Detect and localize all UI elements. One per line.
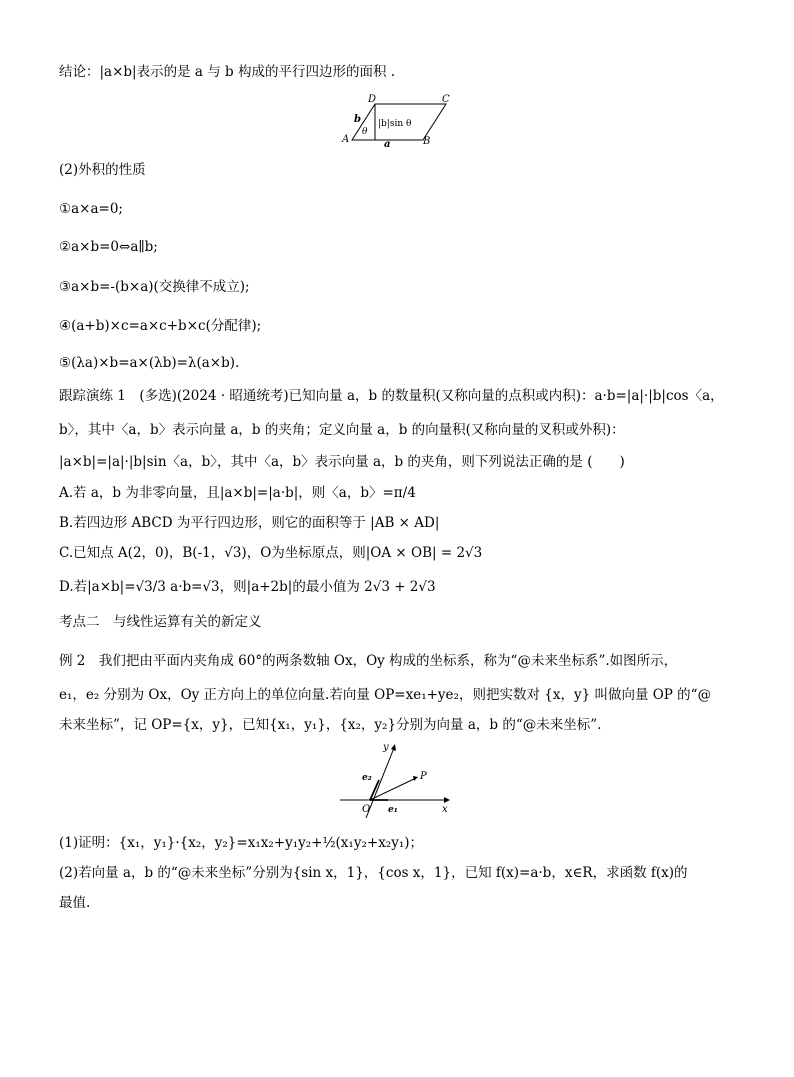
label-e2: e₂ (362, 773, 372, 783)
section2-title: (2)外积的性质 (59, 162, 146, 178)
option-c: C.已知点 A(2，0)，B(-1，√3)，O为坐标原点，则|OA × OB| = 2√3 (59, 545, 483, 561)
label-height: |b|sin θ (378, 119, 412, 129)
parallelogram-figure (338, 92, 458, 150)
option-a: A.若 a，b 为非零向量，且|a×b|=|a·b|，则〈a，b〉=π/4 (59, 485, 416, 501)
option-b: B.若四边形 ABCD 为平行四边形，则它的面积等于 |AB × AD| (59, 515, 440, 531)
question-2-line-2: 最值. (59, 895, 91, 911)
label-B: B (423, 136, 431, 147)
label-O: O (362, 804, 371, 815)
property-2: ②a×b=0⇔a∥b; (59, 239, 158, 255)
property-1: ①a×a=0; (59, 201, 123, 217)
label-theta: θ (362, 127, 368, 137)
option-d: D.若|a×b|=√3/3 a·b=√3，则|a+2b|的最小值为 2√3 + 2√3 (59, 579, 436, 595)
label-e1: e₁ (388, 805, 398, 815)
practice-line-1: 跟踪演练 1 (多选)(2024 · 昭通统考)已知向量 a，b 的数量积(又称向量的点积或内积)：a·b=|a|·|b|cos〈a， (59, 388, 724, 404)
label-P: P (420, 771, 427, 782)
label-b: b (354, 114, 361, 125)
label-C: C (442, 94, 450, 105)
question-2-line-1: (2)若向量 a，b 的“@未来坐标”分别为{sin x，1}，{cos x，1}，已知 f(x)=a·b，x∈R，求函数 f(x)的 (59, 865, 688, 881)
label-D: D (368, 94, 377, 105)
example2-line-1: 例 2 我们把由平面内夹角成 60°的两条数轴 Ox，Oy 构成的坐标系，称为“@未来坐标系”.如图所示， (59, 653, 678, 669)
kaodian-2-heading: 考点二 与线性运算有关的新定义 (59, 614, 262, 630)
practice-line-2: b〉，其中〈a，b〉表示向量 a，b 的夹角；定义向量 a，b 的向量积(又称向量的叉积或外积)： (59, 422, 625, 438)
property-3: ③a×b=-(b×a)(交换律不成立); (59, 279, 250, 295)
question-1: (1)证明：{x₁，y₁}·{x₂，y₂}=x₁x₂+y₁y₂+½(x₁y₂+x₂y₁)； (59, 835, 424, 851)
conclusion-text: 结论：|a×b|表示的是 a 与 b 构成的平行四边形的面积 . (59, 64, 396, 80)
example2-line-3: 未来坐标”，记 OP={x，y}，已知{x₁，y₁}，{x₂，y₂}分别为向量 a，b 的“@未来坐标”. (59, 717, 602, 733)
label-y: y (383, 742, 389, 753)
example2-line-2: e₁，e₂ 分别为 Ox，Oy 正方向上的单位向量.若向量 OP=xe₁+ye₂，则把实数对 {x，y} 叫做向量 OP 的“@ (59, 687, 712, 703)
label-A: A (342, 134, 350, 145)
property-4: ④(a+b)×c=a×c+b×c(分配律); (59, 318, 262, 334)
practice-line-3: |a×b|=|a|·|b|sin〈a，b〉，其中〈a，b〉表示向量 a，b 的夹角，则下列说法正确的是 ( ) (59, 454, 625, 470)
label-a: a (384, 139, 391, 150)
label-x: x (442, 804, 448, 815)
coordinate-figure (336, 740, 456, 818)
property-5: ⑤(λa)×b=a×(λb)=λ(a×b). (59, 355, 240, 371)
